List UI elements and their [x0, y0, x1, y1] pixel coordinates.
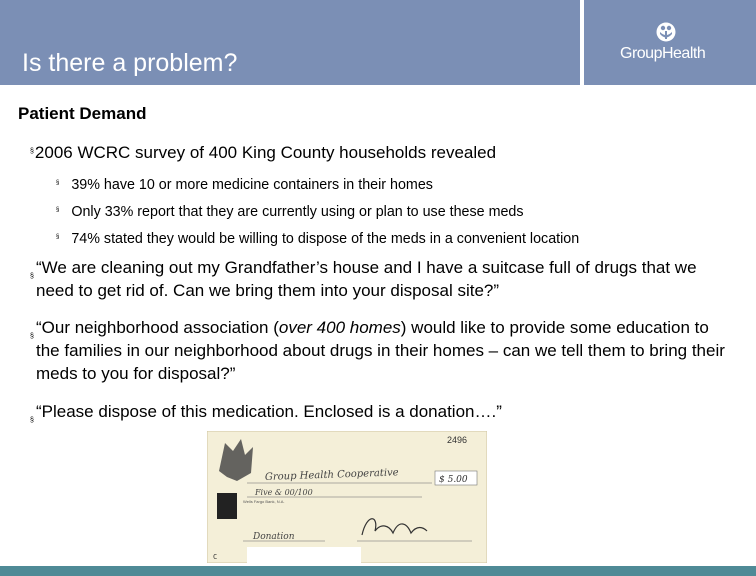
check-amount-words: Five & 00/100	[255, 488, 313, 497]
main-bullet-text: 2006 WCRC survey of 400 King County households revealed	[34, 143, 497, 162]
group-health-logo-icon	[656, 22, 676, 42]
sub-bullet-2	[56, 204, 524, 220]
sub-bullet-text: 39% have 10 or more medicine containers in their homes	[71, 177, 433, 193]
check-number: 2496	[447, 435, 468, 445]
section-heading: Patient Demand	[18, 104, 147, 123]
svg-text:C: C	[213, 553, 218, 561]
bullet-marker: §	[30, 333, 34, 340]
check-amount: $ 5.00	[439, 475, 468, 485]
footer-bar	[0, 566, 756, 576]
quote-text-end: ) would like to provide some education to the families in our neighborhood about drugs in their homes – can we tell them to bring their meds to you for disposal?”	[36, 318, 725, 383]
bullet-marker: §	[30, 148, 34, 156]
slide-title: Is there a problem?	[22, 49, 238, 77]
bullet-marker: §	[30, 417, 34, 424]
quote-emphasis: over 400 homes	[278, 318, 401, 337]
bullet-marker: §	[56, 180, 60, 187]
main-bullet	[30, 143, 496, 163]
sub-bullet-3	[56, 231, 579, 247]
check-payee: Group Health Cooperative	[264, 467, 399, 483]
sub-bullet-text: 74% stated they would be willing to dispose of the meds in a convenient location	[71, 231, 580, 247]
sub-bullet-1	[56, 177, 433, 193]
quote-text: “Please dispose of this medication. Enclosed is a donation….”	[36, 402, 502, 421]
check-memo: Donation	[253, 532, 295, 542]
quote-text-start: “Our neighborhood association (	[36, 318, 279, 337]
logo-wordmark: GroupHealth	[620, 45, 706, 62]
svg-text:Wells Fargo Bank, N.A.: Wells Fargo Bank, N.A.	[243, 499, 285, 504]
bullet-marker: §	[56, 234, 60, 241]
quote-neighborhood	[30, 316, 736, 385]
logo-panel	[584, 0, 756, 85]
sub-bullet-text: Only 33% report that they are currently using or plan to use these meds	[71, 204, 524, 220]
quote-text: “We are cleaning out my Grandfather’s house and I have a suitcase full of drugs that we need to get rid of. Can we bring them into your disposal site?”	[36, 258, 697, 300]
quote-donation	[30, 400, 726, 424]
bullet-marker: §	[30, 273, 34, 280]
donation-check-image	[207, 431, 487, 563]
bullet-marker: §	[56, 207, 60, 214]
quote-grandfather	[30, 256, 726, 302]
